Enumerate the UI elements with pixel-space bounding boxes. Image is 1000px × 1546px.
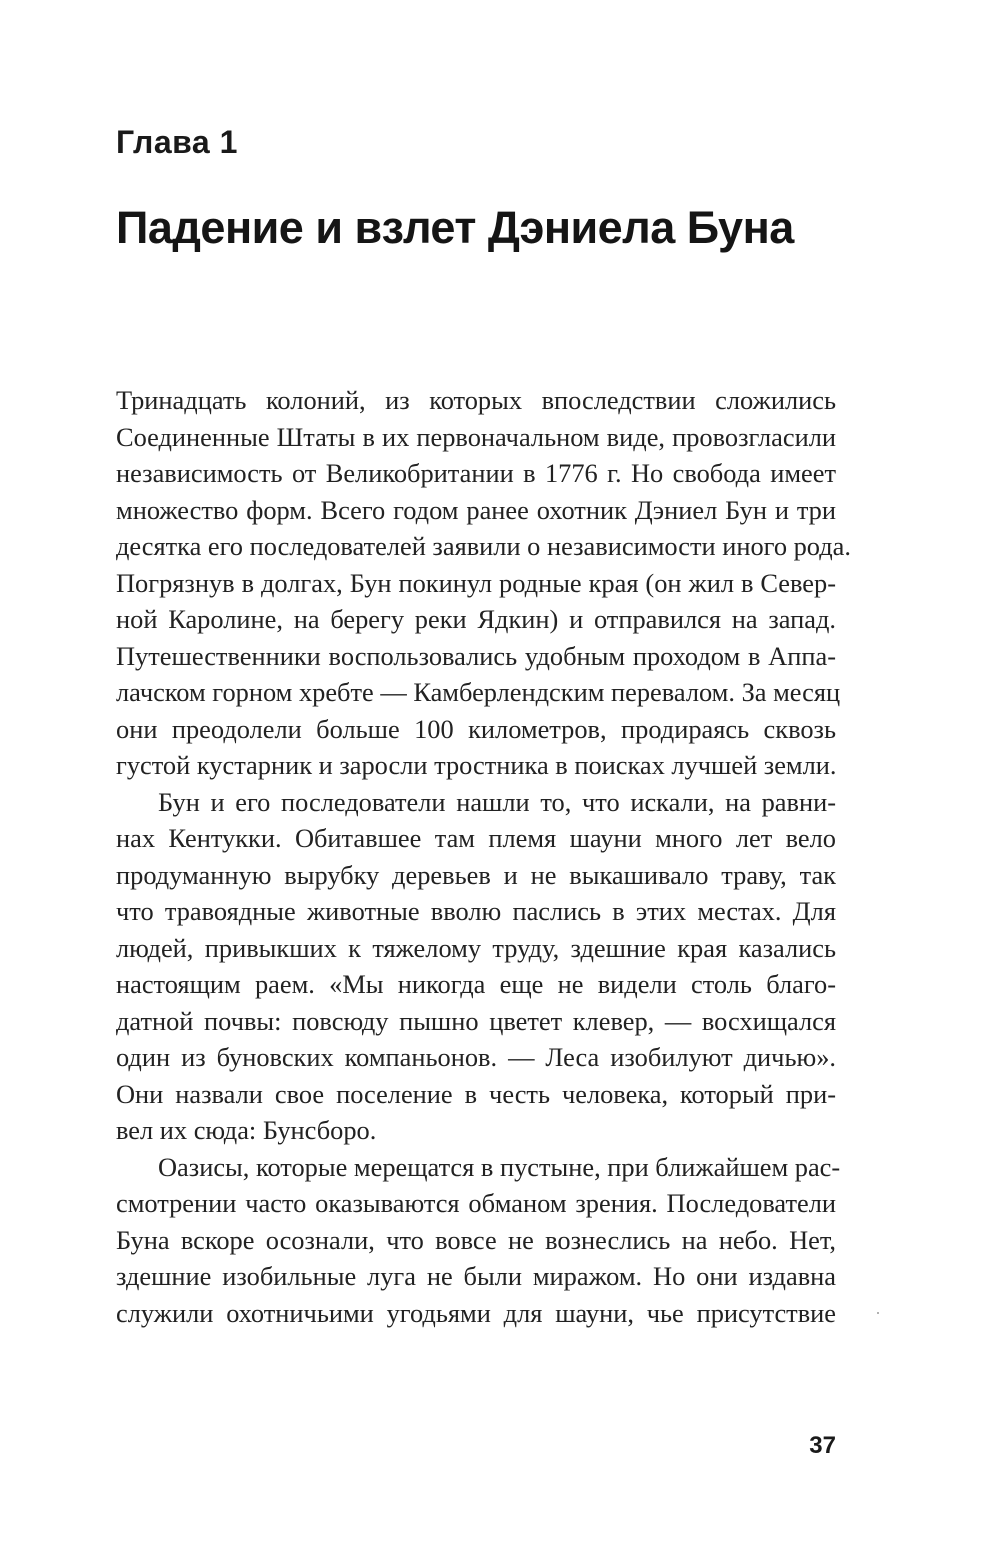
text-line: продуманную вырубку деревьев и не выкашивало траву, так [116, 859, 836, 890]
text-line: датной почвы: повсюду пышно цветет клевер, — восхищался [116, 1005, 836, 1036]
text-line: множество форм. Всего годом ранее охотник Дэниел Бун и три [116, 494, 836, 525]
page-number: 37 [809, 1432, 836, 1459]
text-line: Они назвали свое поселение в честь человека, который при- [116, 1078, 836, 1109]
text-line: Путешественники воспользовались удобным проходом в Аппа- [116, 640, 836, 671]
text-line: людей, привыкших к тяжелому труду, здешние края казались [116, 932, 836, 963]
text-line: служили охотничьими угодьями для шауни, чье присутствие [116, 1297, 836, 1328]
text-line: нах Кентукки. Обитавшее там племя шауни много лет вело [116, 823, 836, 853]
text-line: здешние изобильные луга не были миражом. Но они издавна [116, 1261, 836, 1291]
text-line: десятка его последователей заявили о независимости иного рода. [116, 531, 851, 561]
text-line: они преодолели больше 100 километров, продираясь сквозь [116, 713, 836, 744]
text-line: один из буновских компаньонов. — Леса изобилуют дичью». [116, 1042, 836, 1072]
text-line: что травоядные животные вволю паслись в этих местах. Для [116, 896, 836, 926]
text-line: Погрязнув в долгах, Бун покинул родные края (он жил в Север- [116, 567, 836, 598]
text-line: Буна вскоре осознали, что вовсе не вознеслись на небо. Нет, [116, 1224, 836, 1255]
text-line: густой кустарник и заросли тростника в поисках лучшей земли. [116, 750, 837, 780]
text-line: настоящим раем. «Мы никогда еще не видели столь благо- [116, 969, 836, 999]
text-line: Соединенные Штаты в их первоначальном виде, провозгласили [116, 421, 836, 452]
body-text [116, 382, 851, 1331]
text-line: Тринадцать колоний, из которых впоследствии сложились [116, 385, 836, 415]
chapter-label: Глава 1 [116, 124, 238, 160]
text-line: вел их сюда: Бунсборо. [116, 1115, 377, 1145]
text-line: Бун и его последователи нашли то, что искали, на равни- [158, 786, 836, 817]
text-line: ной Каролине, на берегу реки Ядкин) и отправился на запад. [116, 604, 836, 634]
chapter-title: Падение и взлет Дэниела Буна [116, 202, 794, 253]
text-line: лачском горном хребте — Камберлендским перевалом. За месяц [116, 677, 841, 707]
paper-speck [877, 1312, 879, 1314]
text-line: независимость от Великобритании в 1776 г. Но свобода имеет [116, 458, 836, 488]
text-line: смотрении часто оказываются обманом зрения. Последователи [116, 1188, 836, 1218]
text-line: Оазисы, которые мерещатся в пустыне, при ближайшем рас- [158, 1151, 841, 1182]
